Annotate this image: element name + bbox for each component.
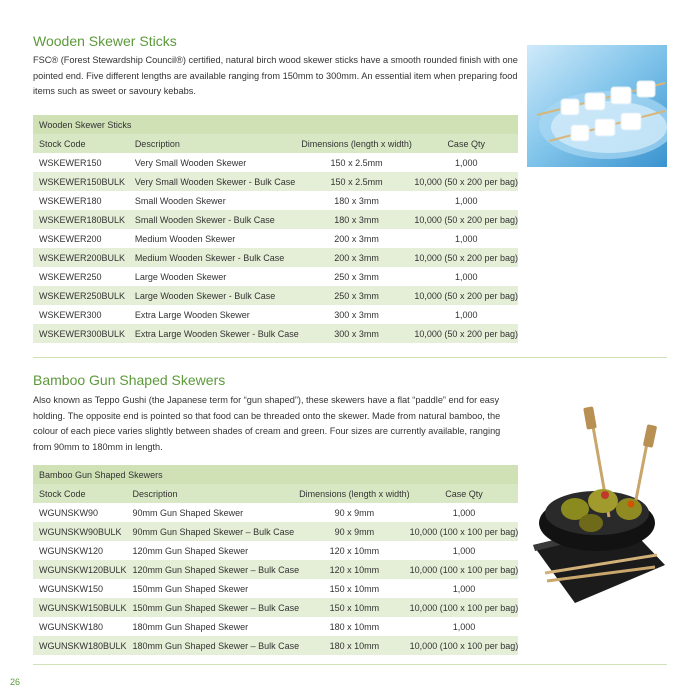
cell-description: Medium Wooden Skewer - Bulk Case [129,248,299,267]
cell-description: Medium Wooden Skewer [134,233,236,244]
section-intro-wooden-skewers: FSC® (Forest Stewardship Council®) certified, natural birch wood skewer sticks have a smooth rounded finish with one pointed end. Five different lengths are available ranging from 150mm to 300mm. An essential item when preparing food items such as sweet or savoury kebabs. [33,55,518,96]
cell-case-qty: 1,000 [454,233,478,244]
section-title-bamboo-gun-skewers: Bamboo Gun Shaped Skewers [33,372,226,388]
cell-description: Small Wooden Skewer - Bulk Case [129,210,299,229]
cell-dimensions: 200 x 3mm [299,248,415,267]
cell-description: 120mm Gun Shaped Skewer – Bulk Case [127,560,300,579]
header-description: Description [127,484,300,503]
cell-description: 90mm Gun Shaped Skewer – Bulk Case [127,522,300,541]
table-title: Bamboo Gun Shaped Skewers [33,465,518,484]
header-description: Description [129,134,299,153]
table-row [33,598,518,617]
cell-case-qty: 10,000 (100 x 100 per bag) [410,522,519,541]
table-row [33,286,518,305]
cell-case-qty: 1,000 [454,271,478,282]
product-table-wooden-skewers [33,115,518,343]
cell-dimensions: 300 x 3mm [334,309,379,320]
cell-dimensions: 250 x 3mm [334,271,379,282]
table-row [33,172,518,191]
cell-case-qty: 1,000 [452,583,476,594]
cell-description: 120mm Gun Shaped Skewer [132,545,249,556]
table-row [33,636,518,655]
cell-stock-code: WSKEWER180 [39,195,102,206]
header-case-qty: Case Qty [410,484,519,503]
cell-stock-code: WSKEWER300BULK [33,324,129,343]
cell-stock-code: WGUNSKW90 [39,507,99,518]
cell-dimensions: 90 x 9mm [299,522,410,541]
cell-dimensions: 250 x 3mm [299,286,415,305]
cell-stock-code: WGUNSKW120BULK [33,560,127,579]
cell-dimensions: 180 x 10mm [329,621,380,632]
cell-stock-code: WSKEWER200BULK [33,248,129,267]
header-dimensions: Dimensions (length x width) [299,484,410,503]
table-row [33,522,518,541]
cell-stock-code: WGUNSKW180BULK [33,636,127,655]
page-number: 26 [10,677,21,687]
cell-description: 180mm Gun Shaped Skewer [132,621,249,632]
cell-description: Very Small Wooden Skewer [134,157,247,168]
cell-case-qty: 10,000 (50 x 200 per bag) [414,172,518,191]
table-row [33,503,518,522]
cell-dimensions: 150 x 2.5mm [330,157,383,168]
cell-case-qty: 10,000 (50 x 200 per bag) [414,324,518,343]
cell-dimensions: 180 x 3mm [334,195,379,206]
cell-case-qty: 1,000 [452,621,476,632]
table-row [33,229,518,248]
cell-description: Very Small Wooden Skewer - Bulk Case [129,172,299,191]
cell-stock-code: WSKEWER250BULK [33,286,129,305]
section-title-wooden-skewers: Wooden Skewer Sticks [33,33,177,49]
section-divider [33,357,667,358]
cell-description: 150mm Gun Shaped Skewer – Bulk Case [127,598,300,617]
cell-dimensions: 180 x 3mm [299,210,415,229]
cell-stock-code: WSKEWER300 [39,309,102,320]
section-divider [33,664,667,665]
cell-stock-code: WSKEWER150 [39,157,102,168]
table-row [33,305,518,324]
cell-description: Extra Large Wooden Skewer - Bulk Case [129,324,299,343]
table-row [33,617,518,636]
table-row [33,248,518,267]
cell-case-qty: 10,000 (100 x 100 per bag) [410,560,519,579]
cell-description: 90mm Gun Shaped Skewer [132,507,244,518]
cell-description: Large Wooden Skewer - Bulk Case [129,286,299,305]
cell-case-qty: 10,000 (50 x 200 per bag) [414,210,518,229]
table-title-row [33,115,518,134]
cell-description: 150mm Gun Shaped Skewer [132,583,249,594]
table-header-row [33,134,518,153]
cell-case-qty: 10,000 (50 x 200 per bag) [414,248,518,267]
cell-case-qty: 10,000 (100 x 100 per bag) [410,636,519,655]
table-title-row [33,465,518,484]
table-row [33,191,518,210]
cell-stock-code: WGUNSKW150 [39,583,104,594]
cell-description: Large Wooden Skewer [134,271,227,282]
cell-dimensions: 90 x 9mm [334,507,375,518]
cell-description: Small Wooden Skewer [134,195,226,206]
gun-skewers-with-olives-photo [525,405,670,615]
cell-stock-code: WGUNSKW120 [39,545,104,556]
table-title: Wooden Skewer Sticks [33,115,518,134]
section-intro-bamboo-gun-skewers: Also known as Teppo Gushi (the Japanese term for “gun shaped”), these skewers have a flat “paddle” end for easy holding. The opposite end is pointed so that food can be threaded onto the skewer. Made from natural bamboo, the colour of each piece varies slightly between shades of cream and green. Four sizes are currently available, ranging from 90mm to 180mm in length. [33,395,501,452]
cell-stock-code: WSKEWER200 [39,233,102,244]
cell-stock-code: WSKEWER180BULK [33,210,129,229]
cell-case-qty: 1,000 [454,157,478,168]
table-header-row [33,484,518,503]
cell-case-qty: 1,000 [452,507,476,518]
cell-dimensions: 180 x 10mm [299,636,410,655]
cell-stock-code: WGUNSKW150BULK [33,598,127,617]
cell-description: Extra Large Wooden Skewer [134,309,250,320]
product-table-bamboo-gun-skewers [33,465,518,655]
cell-dimensions: 300 x 3mm [299,324,415,343]
cell-stock-code: WSKEWER150BULK [33,172,129,191]
cell-dimensions: 150 x 2.5mm [299,172,415,191]
cell-case-qty: 10,000 (100 x 100 per bag) [410,598,519,617]
cell-case-qty: 1,000 [454,309,478,320]
table-row [33,153,518,172]
cell-case-qty: 1,000 [454,195,478,206]
header-stock-code: Stock Code [33,134,129,153]
cell-case-qty: 1,000 [452,545,476,556]
header-case-qty: Case Qty [414,134,518,153]
cell-stock-code: WGUNSKW90BULK [33,522,127,541]
cell-dimensions: 120 x 10mm [299,560,410,579]
cell-description: 180mm Gun Shaped Skewer – Bulk Case [127,636,300,655]
table-row [33,541,518,560]
cell-dimensions: 150 x 10mm [329,583,380,594]
wooden-skewers-with-cheese-cubes-photo [527,45,667,167]
table-row [33,579,518,598]
cell-stock-code: WGUNSKW180 [39,621,104,632]
table-row [33,267,518,286]
header-dimensions: Dimensions (length x width) [299,134,415,153]
table-row [33,324,518,343]
header-stock-code: Stock Code [33,484,127,503]
table-row [33,210,518,229]
cell-case-qty: 10,000 (50 x 200 per bag) [414,286,518,305]
table-row [33,560,518,579]
cell-dimensions: 120 x 10mm [329,545,380,556]
cell-stock-code: WSKEWER250 [39,271,102,282]
cell-dimensions: 150 x 10mm [299,598,410,617]
cell-dimensions: 200 x 3mm [334,233,379,244]
